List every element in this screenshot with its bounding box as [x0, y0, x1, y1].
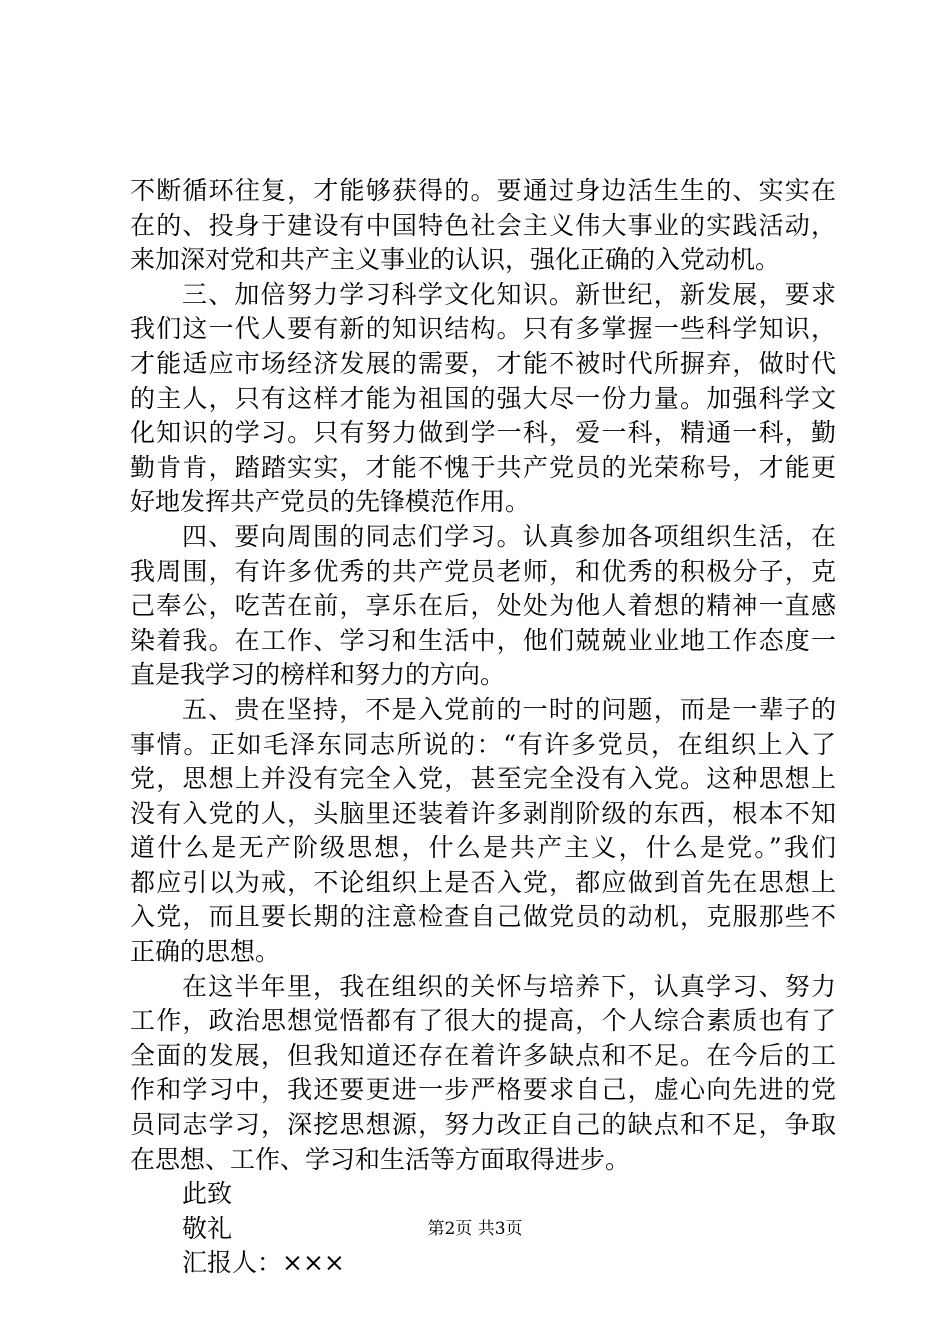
paragraph-line: 员同志学习，深挖思想源，努力改正自己的缺点和不足，争取 [130, 1110, 836, 1140]
paragraph-line: 才能适应市场经济发展的需要，才能不被时代所摒弃，做时代 [130, 348, 836, 378]
paragraph [130, 970, 836, 1178]
document-body [130, 174, 836, 1281]
paragraph-line: 全面的发展，但我知道还存在着许多缺点和不足。在今后的工 [130, 1040, 836, 1070]
paragraph-line: 我周围，有许多优秀的共产党员老师，和优秀的积极分子，克 [130, 556, 836, 586]
paragraph-line: 我们这一代人要有新的知识结构。只有多掌握一些科学知识， [130, 314, 836, 344]
paragraph-line: 在思想、工作、学习和生活等方面取得进步。 [130, 1144, 631, 1174]
paragraph-line: 党，思想上并没有完全入党，甚至完全没有入党。这种思想上 [130, 764, 836, 794]
signature-line: 汇报人：××× [182, 1248, 345, 1278]
paragraph-line: 在这半年里，我在组织的关怀与培养下，认真学习、努力 [182, 971, 836, 1001]
paragraph-line: 作和学习中，我还要更进一步严格要求自己，虚心向先进的党 [130, 1075, 836, 1105]
paragraph-line: 来加深对党和共产主义事业的认识，强化正确的入党动机。 [130, 245, 781, 275]
paragraph-line: 五、贵在坚持，不是入党前的一时的问题，而是一辈子的 [182, 694, 836, 724]
paragraph [130, 174, 836, 278]
paragraph-line: 事情。正如毛泽东同志所说的：“有许多党员，在组织上入了 [130, 729, 836, 759]
paragraph [130, 520, 836, 693]
paragraph-line: 道什么是无产阶级思想，什么是共产主义，什么是党。”我们 [130, 833, 836, 863]
paragraph-line: 好地发挥共产党员的先锋模范作用。 [130, 487, 531, 517]
paragraph-line: 工作，政治思想觉悟都有了很大的提高，个人综合素质也有了 [130, 1006, 836, 1036]
paragraph-line: 没有入党的人，头脑里还装着许多剥削阶级的东西，根本不知 [130, 798, 836, 828]
paragraph-line: 三、加倍努力学习科学文化知识。新世纪，新发展，要求 [182, 279, 836, 309]
paragraph-line: 直是我学习的榜样和努力的方向。 [130, 660, 506, 690]
paragraph-line: 化知识的学习。只有努力做到学一科，爱一科，精通一科，勤 [130, 418, 836, 448]
paragraph-line: 在的、投身于建设有中国特色社会主义伟大事业的实践活动， [130, 210, 836, 240]
closing-salutation: 此致 [182, 1179, 233, 1209]
closing-regards: 敬礼 [182, 1213, 233, 1243]
paragraph-line: 正确的思想。 [130, 937, 281, 967]
paragraph-line: 己奉公，吃苦在前，享乐在后，处处为他人着想的精神一直感 [130, 591, 836, 621]
page-footer: 第2页 共3页 [427, 1219, 523, 1239]
paragraph-line: 勤肯肯，踏踏实实，才能不愧于共产党员的光荣称号，才能更 [130, 452, 836, 482]
paragraph-line: 四、要向周围的同志们学习。认真参加各项组织生活，在 [182, 521, 836, 551]
paragraph [130, 693, 836, 970]
paragraph-line: 的主人，只有这样才能为祖国的强大尽一份力量。加强科学文 [130, 383, 836, 413]
paragraph-line: 染着我。在工作、学习和生活中，他们兢兢业业地工作态度一 [130, 625, 836, 655]
paragraph-line: 入党，而且要长期的注意检查自己做党员的动机，克服那些不 [130, 902, 836, 932]
paragraph-line: 都应引以为戒，不论组织上是否入党，都应做到首先在思想上 [130, 867, 836, 897]
paragraph [130, 278, 836, 520]
paragraph-line: 不断循环往复，才能够获得的。要通过身边活生生的、实实在 [130, 176, 836, 205]
